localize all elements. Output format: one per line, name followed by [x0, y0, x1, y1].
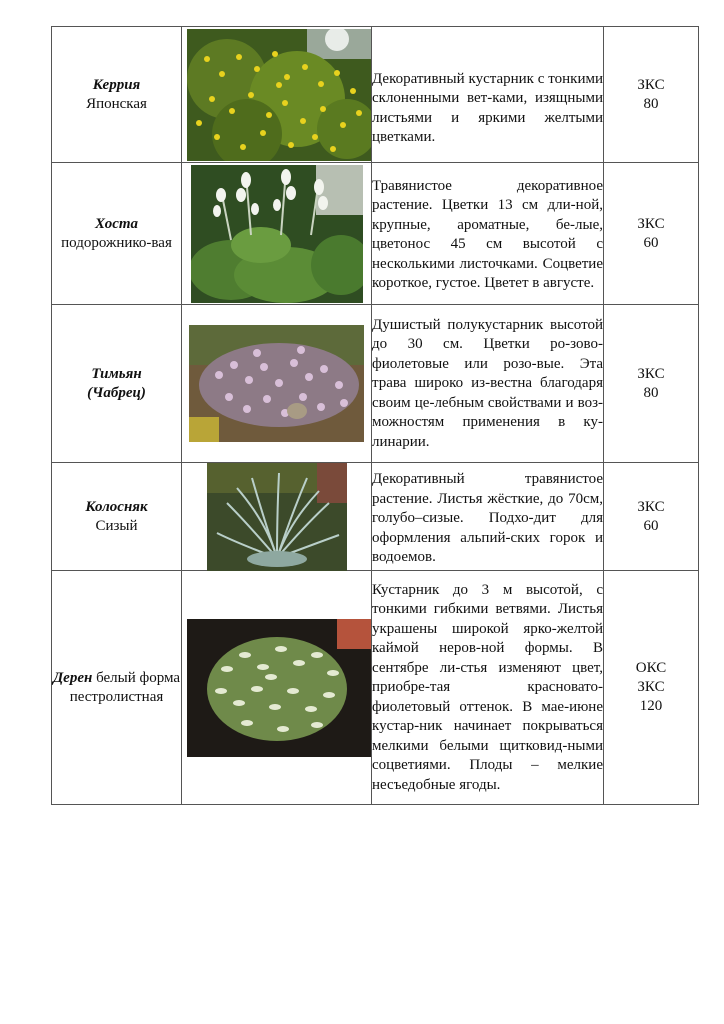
- code-line: ЗКС: [637, 498, 665, 515]
- plant-photo-cell: [182, 305, 372, 463]
- code-line: 120: [639, 698, 663, 714]
- plant-description: Душистый полукустарник высотой до 30 см. Цветки ро-зово-фиолетовые или розо-вые. Эта трава широко из-вестна благодаря своим це-лебным свойствами и воз-можностям применения в ку-линарии.: [372, 316, 603, 450]
- code-line: 60: [643, 234, 659, 251]
- plant-code-cell: [604, 27, 699, 163]
- table-row: [52, 163, 699, 305]
- plant-name-italic: Тимьян (Чабрец): [87, 365, 146, 401]
- plant-name-cell: [52, 463, 182, 571]
- plant-code-cell: [604, 463, 699, 571]
- plant-description-cell: [372, 305, 604, 463]
- code-line: ЗКС: [637, 76, 665, 93]
- plant-photo-cell: [182, 27, 372, 163]
- plant-description: Декоративный травянистое растение. Листья жёсткие, до 70см, голубо–сизые. Подхо-дит для оформления альпий-ских горок и водоемов.: [372, 471, 603, 566]
- table-row: [52, 27, 699, 163]
- plants-table: [51, 26, 699, 805]
- table-row: [52, 463, 699, 571]
- plant-name-italic: Хоста: [94, 215, 139, 232]
- plant-name-rest: Японская: [86, 95, 147, 112]
- lyme-grass-photo: [207, 463, 347, 571]
- plant-name-line: [52, 669, 181, 707]
- plant-description-cell: [372, 463, 604, 571]
- plant-description-cell: [372, 571, 604, 805]
- plant-name-cell: [52, 163, 182, 305]
- plant-name-cell: [52, 305, 182, 463]
- code-line: ОКС: [635, 660, 667, 676]
- plant-photo-cell: [182, 463, 372, 571]
- code-line: 80: [643, 95, 659, 112]
- plant-photo-cell: [182, 571, 372, 805]
- plant-code-cell: [604, 163, 699, 305]
- kerria-photo: [187, 29, 371, 161]
- plant-description: Кустарник до 3 м высотой, с тонкими гибкими ветвями. Листья украшены широкой ярко-желтой каймой неров-ной формы. В сентябре ли-стья изменяют цвет, приобре-тая красновато-фиолетовый оттенок. В мае-июне кустар-ник начинает покрываться мелкими белыми щитковид-ными соцветиями. Плоды – мелкие несъедобные ягоды.: [372, 581, 603, 793]
- plant-name-rest: белый форма пестролистная: [69, 669, 181, 705]
- table-row: [52, 571, 699, 805]
- plant-name-italic: Колосняк: [85, 498, 148, 515]
- plant-name-cell: [52, 27, 182, 163]
- plant-photo-cell: [182, 163, 372, 305]
- plant-code-cell: [604, 571, 699, 805]
- dogwood-photo: [187, 619, 371, 757]
- plant-name-italic: Дерен: [52, 669, 93, 686]
- hosta-photo: [191, 165, 363, 303]
- plant-name-italic: Керрия: [92, 76, 141, 93]
- plant-name-rest: подорожнико-вая: [61, 234, 172, 251]
- code-line: ЗКС: [637, 365, 665, 382]
- table-row: [52, 305, 699, 463]
- plant-code-cell: [604, 305, 699, 463]
- plant-description: Травянистое декоративное растение. Цветки 13 см дли-ной, крупные, ароматные, бе-лые, цветонос 45 см высотой с несколькими листочками. Соцветие короткое, густое. Цветет в августе.: [372, 177, 603, 291]
- plant-description-cell: [372, 163, 604, 305]
- plant-name-rest: Сизый: [95, 517, 138, 534]
- thyme-photo: [189, 325, 364, 442]
- code-line: ЗКС: [637, 679, 665, 695]
- plant-description: Декоративный кустарник с тонкими склоненными вет-ками, изящными листьями и яркими желтыми цветками.: [372, 70, 603, 145]
- code-line: ЗКС: [637, 215, 665, 232]
- plant-name-cell: [52, 571, 182, 805]
- code-line: 60: [643, 517, 659, 534]
- code-line: 80: [643, 384, 659, 401]
- plant-description-cell: [372, 27, 604, 163]
